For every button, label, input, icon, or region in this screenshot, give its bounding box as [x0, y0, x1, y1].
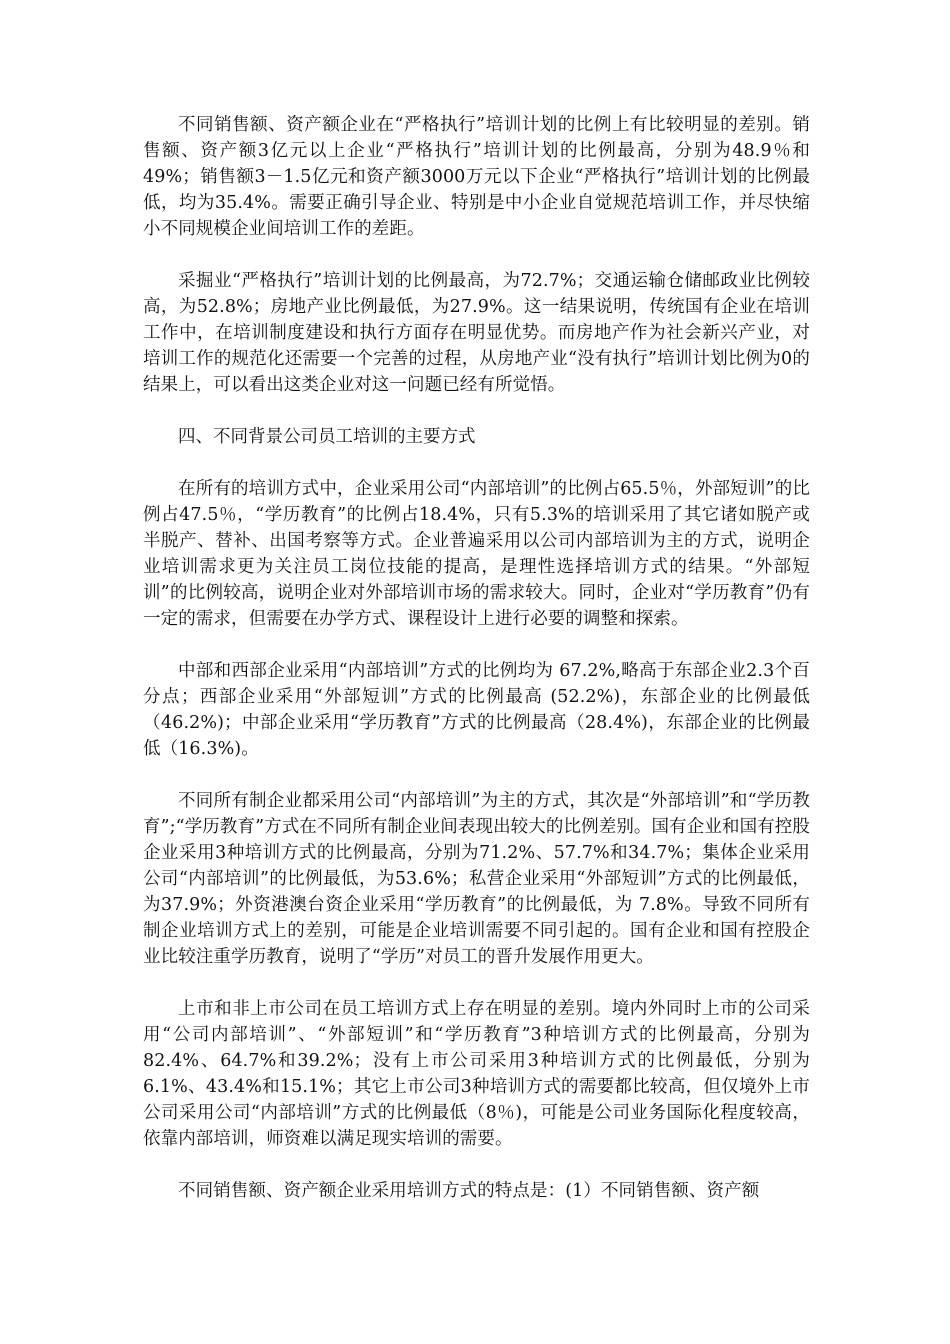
paragraph-training-methods-by-listing: 上市和非上市公司在员工培训方式上存在明显的差别。境内外同时上市的公司采用“公司内部培训”、“外部短训”和“学历教育”3种培训方式的比例最高，分别为82.4%、64.7%和39.2%；没有上市公司采用3种培训方式的比例最低，分别为6.1%、43.4%和15.1%；其它上市公司3种培训方式的需要都比较高，但仅境外上市公司采用公司“内部培训”方式的比例最低（8％)，可能是公司业务国际化程度较高，依靠内部培训，师资难以满足现实培训的需要。 [143, 999, 810, 1149]
document-body [143, 112, 810, 1230]
paragraph-training-plan-by-size: 不同销售额、资产额企业在“严格执行”培训计划的比例上有比较明显的差别。销售额、资产额3亿元以上企业“严格执行”培训计划的比例最高，分别为48.9％和49%；销售额3－1.5亿元和资产额3000万元以下企业“严格执行”培训计划的比例最低，均为35.4%。需要正确引导企业、特别是中小企业自觉规范培训工作，并尽快缩小不同规模企业间培训工作的差距。 [143, 115, 810, 239]
paragraph-training-methods-by-size: 不同销售额、资产额企业采用培训方式的特点是：(1）不同销售额、资产额 [178, 1181, 760, 1201]
paragraph-training-methods-overall: 在所有的培训方式中，企业采用公司“内部培训”的比例占65.5％，外部短训”的比例占47.5％，“学历教育”的比例占18.4%，只有5.3%的培训采用了其它诸如脱产或半脱产、替补、出国考察等方式。企业普遍采用以公司内部培训为主的方式，说明企业培训需求更为关注员工岗位技能的提高，是理性选择培训方式的结果。“外部短训”的比例较高，说明企业对外部培训市场的需求较大。同时，企业对“学历教育”仍有一定的需求，但需要在办学方式、课程设计上进行必要的调整和探索。 [143, 479, 810, 629]
paragraph-training-plan-by-industry: 采掘业“严格执行”培训计划的比例最高，为72.7%；交通运输仓储邮政业比例较高，为52.8%；房地产业比例最低，为27.9%。这一结果说明，传统国有企业在培训工作中，在培训制度建设和执行方面存在明显优势。而房地产作为社会新兴产业，对培训工作的规范化还需要一个完善的过程，从房地产业“没有执行”培训计划比例为0的结果上，可以看出这类企业对这一问题已经有所觉悟。 [143, 271, 810, 395]
paragraph-training-methods-by-ownership: 不同所有制企业都采用公司“内部培训”为主的方式，其次是“外部培训”和“学历教育”;“学历教育”方式在不同所有制企业间表现出较大的比例差别。国有企业和国有控股企业采用3种培训方式的比例最高，分别为71.2%、57.7%和34.7%；集体企业采用公司“内部培训”的比例最低，为53.6%；私营企业采用“外部短训”方式的比例最低，为37.9%；外资港澳台资企业采用“学历教育”的比例最低，为 7.8%。导致不同所有制企业培训方式上的差别，可能是企业培训需要不同引起的。国有企业和国有控股企业比较注重学历教育，说明了“学历”对员工的晋升发展作用更大。 [143, 791, 810, 967]
section-heading: 四、不同背景公司员工培训的主要方式 [178, 427, 476, 447]
paragraph-training-methods-by-region: 中部和西部企业采用“内部培训”方式的比例均为 67.2%,略高于东部企业2.3个百分点；西部企业采用“外部短训”方式的比例最高 (52.2%)，东部企业的比例最低（46.2%)；中部企业采用“学历教育”方式的比例最高（28.4%)，东部企业的比例最低（16.3%)。 [143, 661, 810, 759]
